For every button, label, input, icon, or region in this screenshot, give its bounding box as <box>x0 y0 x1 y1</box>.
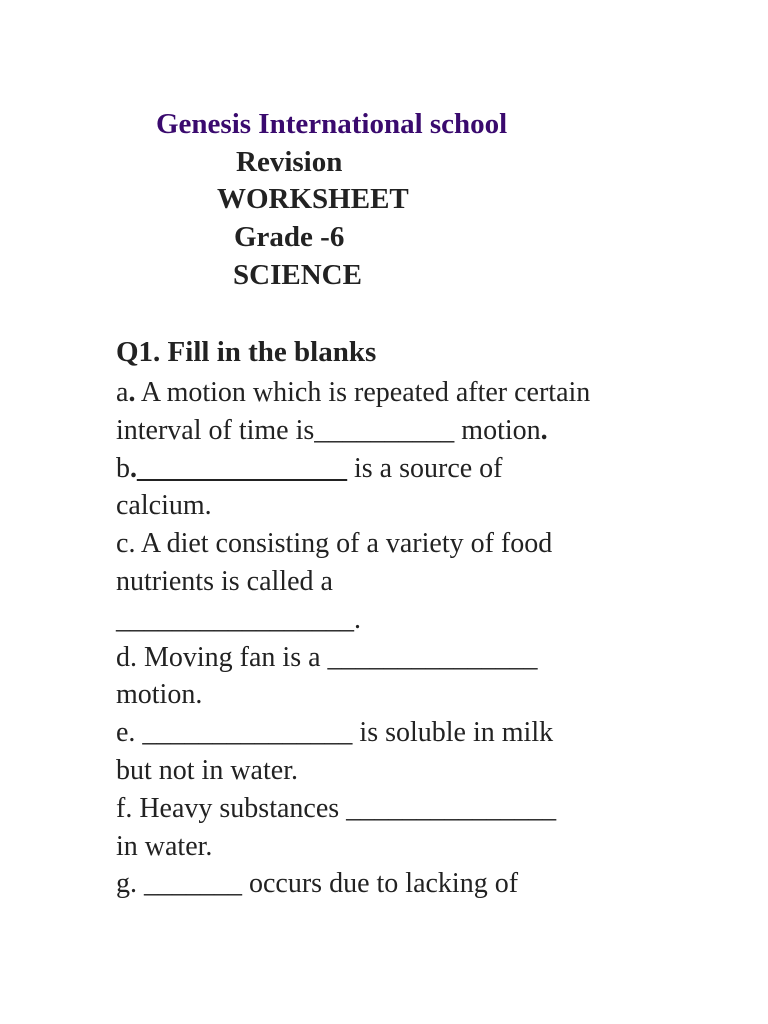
item-a-end: . <box>540 414 548 446</box>
worksheet-heading: WORKSHEET <box>217 183 409 215</box>
item-b-text-1: is a source of <box>347 452 503 484</box>
grade-heading: Grade -6 <box>234 221 345 253</box>
item-a-text-2: interval of time is__________ motion <box>116 414 541 446</box>
item-g-line-1: g. _______ occurs due to lacking of <box>116 868 519 900</box>
item-a-line-2 <box>116 412 676 450</box>
question-1-items <box>116 374 676 903</box>
item-c-line-3: _________________. <box>116 603 361 635</box>
item-a-line-1 <box>116 374 676 412</box>
item-c-text-1: . A diet consisting of a variety of food <box>128 528 553 560</box>
item-e-line-1: e. _______________ is soluble in milk <box>116 717 554 749</box>
school-name: Genesis International school <box>156 108 508 140</box>
item-c-label: c <box>116 528 129 560</box>
item-a-text-1: A motion which is repeated after certain <box>135 377 591 408</box>
item-e-line-2: but not in water. <box>116 754 298 786</box>
item-f-line-1: f. Heavy substances _______________ <box>116 792 557 824</box>
item-b-line-2: calcium. <box>116 490 212 522</box>
item-b-label: b <box>116 452 130 484</box>
item-c-line-2: nutrients is called a <box>116 565 333 597</box>
item-a-dot: . <box>128 377 136 408</box>
item-d-line-1: d. Moving fan is a _______________ <box>116 641 538 673</box>
item-b-blank: ._______________ <box>130 452 347 484</box>
subject-heading: SCIENCE <box>233 259 362 291</box>
question-1-heading: Q1. Fill in the blanks <box>116 336 377 368</box>
item-a-label: a <box>116 377 129 408</box>
revision-heading: Revision <box>236 146 343 178</box>
item-b-line-1 <box>116 450 676 488</box>
item-f-line-2: in water. <box>116 830 213 862</box>
item-c-line-1 <box>116 525 676 563</box>
item-d-line-2: motion. <box>116 679 203 711</box>
